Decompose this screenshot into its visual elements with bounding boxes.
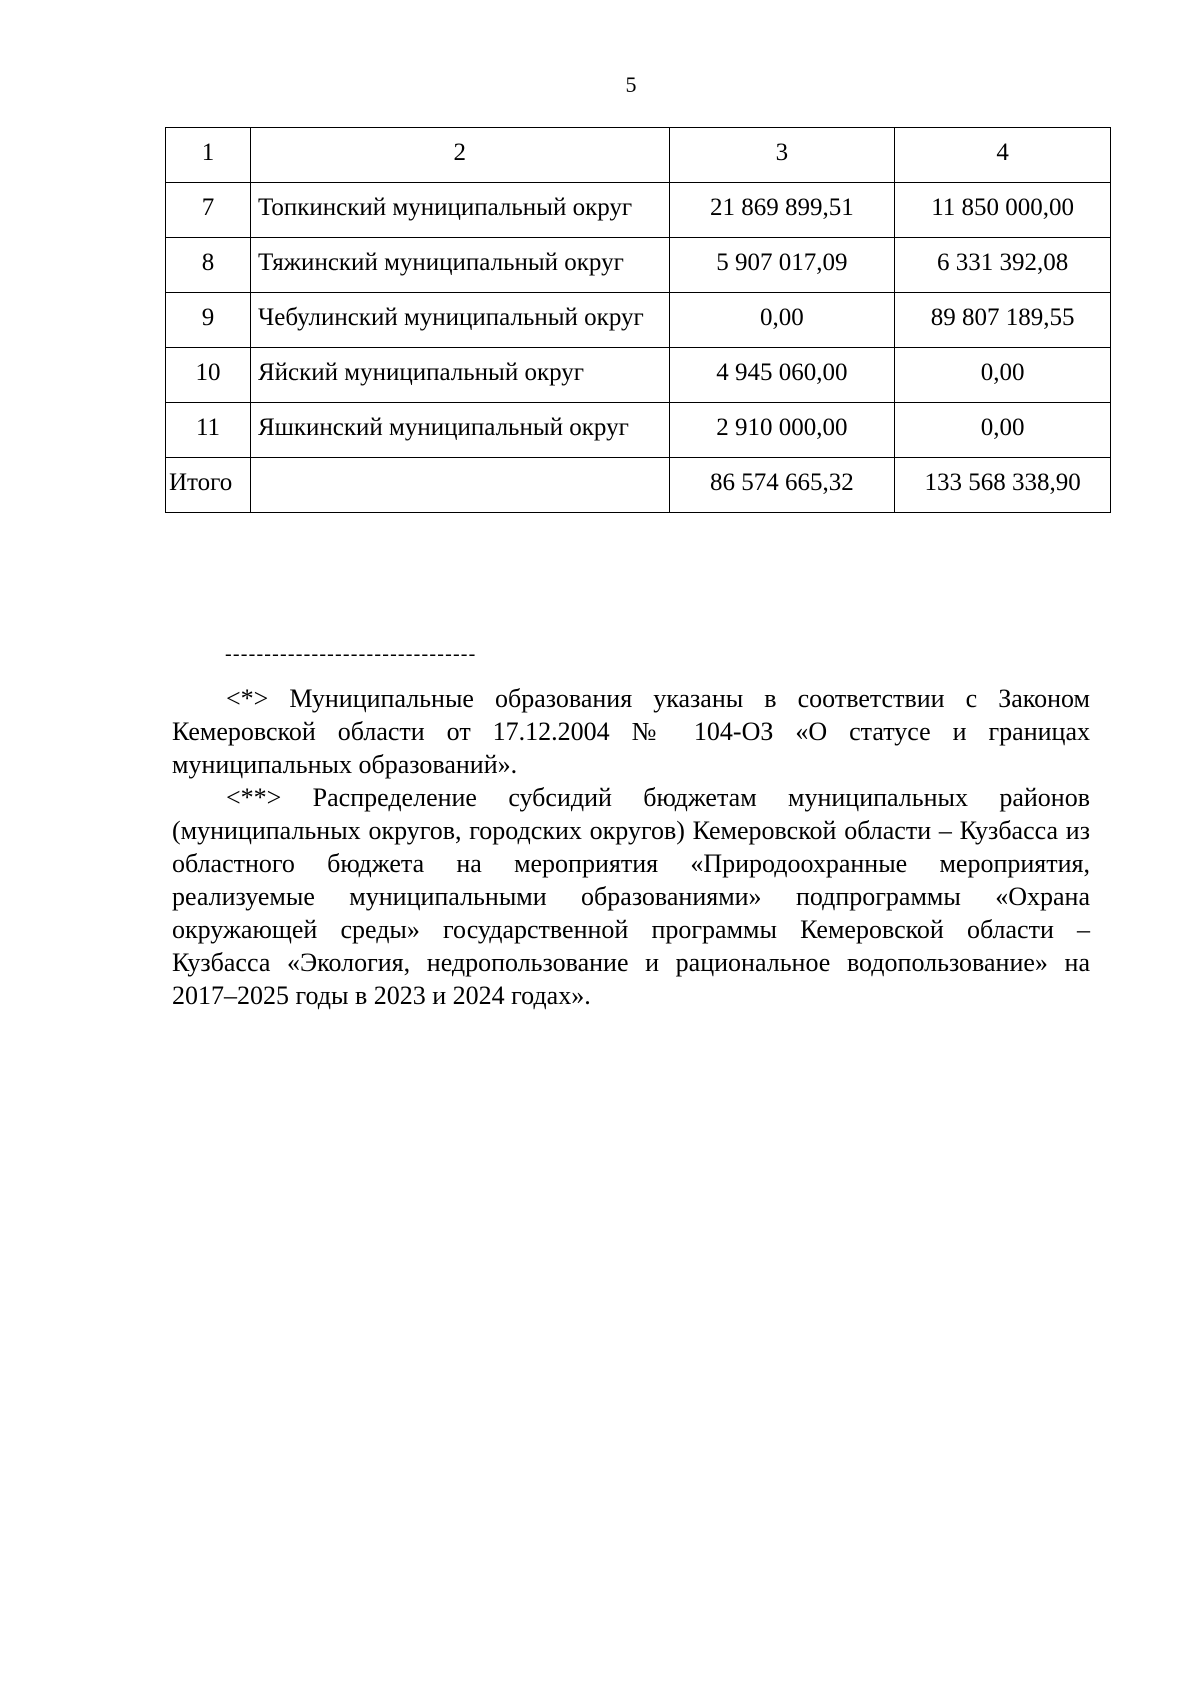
row-number: 9 — [166, 293, 251, 348]
municipality-name: Яйский муниципальный округ — [250, 348, 669, 403]
amount-col3: 5 907 017,09 — [669, 238, 895, 293]
amount-col4: 11 850 000,00 — [895, 183, 1111, 238]
total-col4: 133 568 338,90 — [895, 458, 1111, 513]
header-cell-4: 4 — [895, 128, 1111, 183]
header-cell-2: 2 — [250, 128, 669, 183]
subsidy-table — [165, 127, 1111, 513]
total-label: Итого — [166, 458, 251, 513]
amount-col4: 0,00 — [895, 348, 1111, 403]
table-header-row — [166, 128, 1111, 183]
row-number: 11 — [166, 403, 251, 458]
amount-col3: 0,00 — [669, 293, 895, 348]
amount-col3: 21 869 899,51 — [669, 183, 895, 238]
footnote-2: <**> Распределение субсидий бюджетам муниципальных районов (муниципальных округов, городских округов) Кемеровской области – Кузбасса из областного бюджета на мероприятия «Природоохранные мероприятия, реализуемые муниципальными образованиями» подпрограммы «Охрана окружающей среды» государственной программы Кемеровской области – Кузбасса «Экология, недропользование и рациональное водопользование» на 2017–2025 годы в 2023 и 2024 годах». — [172, 783, 1090, 1010]
table-row — [166, 348, 1111, 403]
municipality-name: Чебулинский муниципальный округ — [250, 293, 669, 348]
footnote-separator: -------------------------------- — [225, 643, 477, 665]
amount-col4: 89 807 189,55 — [895, 293, 1111, 348]
footnotes — [172, 682, 1090, 1012]
table-row — [166, 183, 1111, 238]
row-number: 7 — [166, 183, 251, 238]
total-name — [250, 458, 669, 513]
row-number: 8 — [166, 238, 251, 293]
header-cell-3: 3 — [669, 128, 895, 183]
table-row — [166, 238, 1111, 293]
amount-col4: 0,00 — [895, 403, 1111, 458]
table-row — [166, 403, 1111, 458]
amount-col3: 2 910 000,00 — [669, 403, 895, 458]
total-col3: 86 574 665,32 — [669, 458, 895, 513]
amount-col3: 4 945 060,00 — [669, 348, 895, 403]
municipality-name: Тяжинский муниципальный округ — [250, 238, 669, 293]
header-cell-1: 1 — [166, 128, 251, 183]
footnote-1: <*> Муниципальные образования указаны в соответствии с Законом Кемеровской области от 17.12.2004 № 104-ОЗ «О статусе и границах муниципальных образований». — [172, 684, 1090, 779]
total-row — [166, 458, 1111, 513]
row-number: 10 — [166, 348, 251, 403]
page-number: 5 — [625, 72, 637, 97]
municipality-name: Топкинский муниципальный округ — [250, 183, 669, 238]
municipality-name: Яшкинский муниципальный округ — [250, 403, 669, 458]
table-row — [166, 293, 1111, 348]
amount-col4: 6 331 392,08 — [895, 238, 1111, 293]
